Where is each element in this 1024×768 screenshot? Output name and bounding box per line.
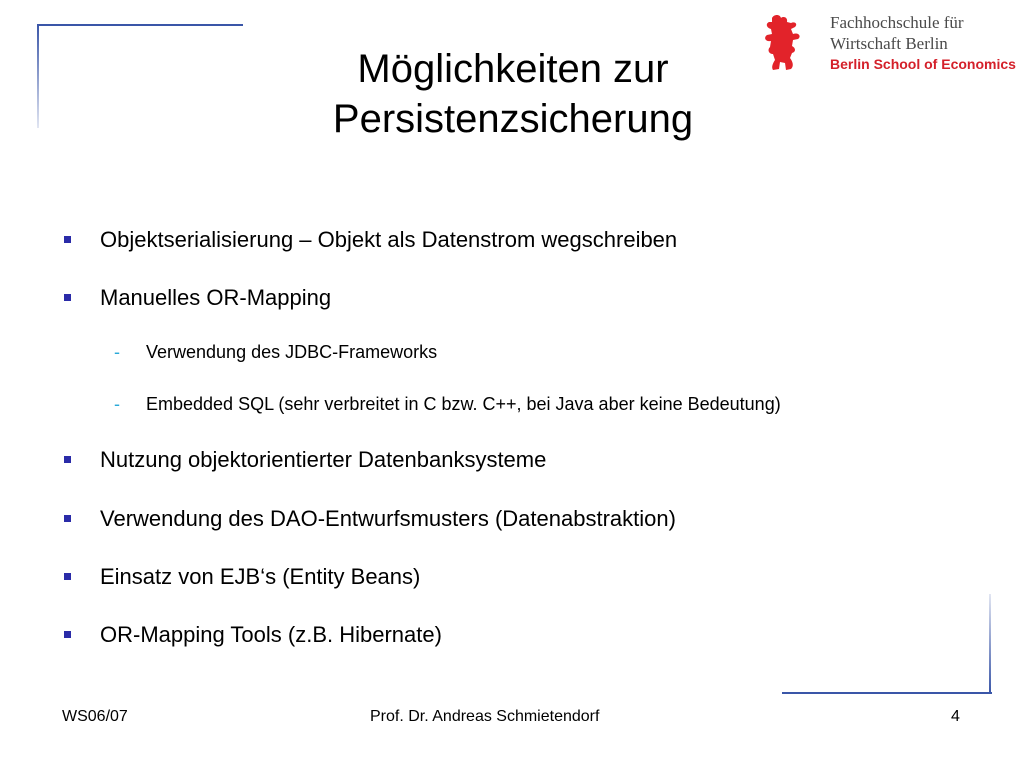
square-bullet-icon (64, 456, 71, 463)
bullet-item (100, 227, 677, 253)
bullet-text: OR-Mapping Tools (z.B. Hibernate) (100, 622, 442, 647)
bullet-text: Manuelles OR-Mapping (100, 285, 332, 310)
sub-bullet-text: Embedded SQL (sehr verbreitet in C bzw. C++, bei Java aber keine Bedeutung) (146, 394, 781, 414)
frame-corner-top-left-horizontal (37, 24, 243, 26)
bullet-text: Nutzung objektorientierter Datenbanksysteme (100, 447, 547, 472)
logo-line-1: Fachhochschule für (830, 13, 964, 32)
sub-bullet-text: Verwendung des JDBC-Frameworks (146, 342, 438, 362)
dash-bullet-icon: - (114, 394, 120, 414)
bullet-item (100, 622, 442, 648)
bullet-item (100, 564, 420, 590)
slide-title-line-2: Persistenzsicherung (332, 97, 694, 141)
logo-line-2: Wirtschaft Berlin (830, 34, 948, 53)
footer-semester: WS06/07 (62, 708, 128, 725)
frame-corner-top-left-vertical (37, 24, 39, 128)
footer-page-number: 4 (951, 708, 960, 725)
slide-title (300, 44, 726, 144)
bullet-item (100, 285, 331, 311)
bullet-text: Einsatz von EJB‘s (Entity Beans) (100, 564, 421, 589)
institution-logo-text (830, 12, 1016, 74)
square-bullet-icon (64, 294, 71, 301)
square-bullet-icon (64, 573, 71, 580)
bullet-text: Objektserialisierung – Objekt als Datenstrom wegschreiben (100, 227, 678, 252)
bullet-item (100, 506, 676, 532)
slide-title-line-1: Möglichkeiten zur (357, 47, 669, 91)
sub-bullet-item (114, 393, 781, 415)
bullet-text: Verwendung des DAO-Entwurfsmusters (Datenabstraktion) (100, 506, 676, 531)
dash-bullet-icon: - (114, 342, 120, 362)
footer-author: Prof. Dr. Andreas Schmietendorf (370, 708, 600, 725)
square-bullet-icon (64, 515, 71, 522)
sub-bullet-item (114, 341, 438, 363)
bullet-item (100, 447, 546, 473)
square-bullet-icon (64, 631, 71, 638)
berlin-bear-logo-icon (758, 12, 804, 72)
square-bullet-icon (64, 236, 71, 243)
frame-corner-bottom-right-horizontal (782, 692, 992, 694)
frame-corner-bottom-right-vertical (989, 594, 991, 694)
logo-line-3: Berlin School of Economics (830, 56, 1016, 72)
